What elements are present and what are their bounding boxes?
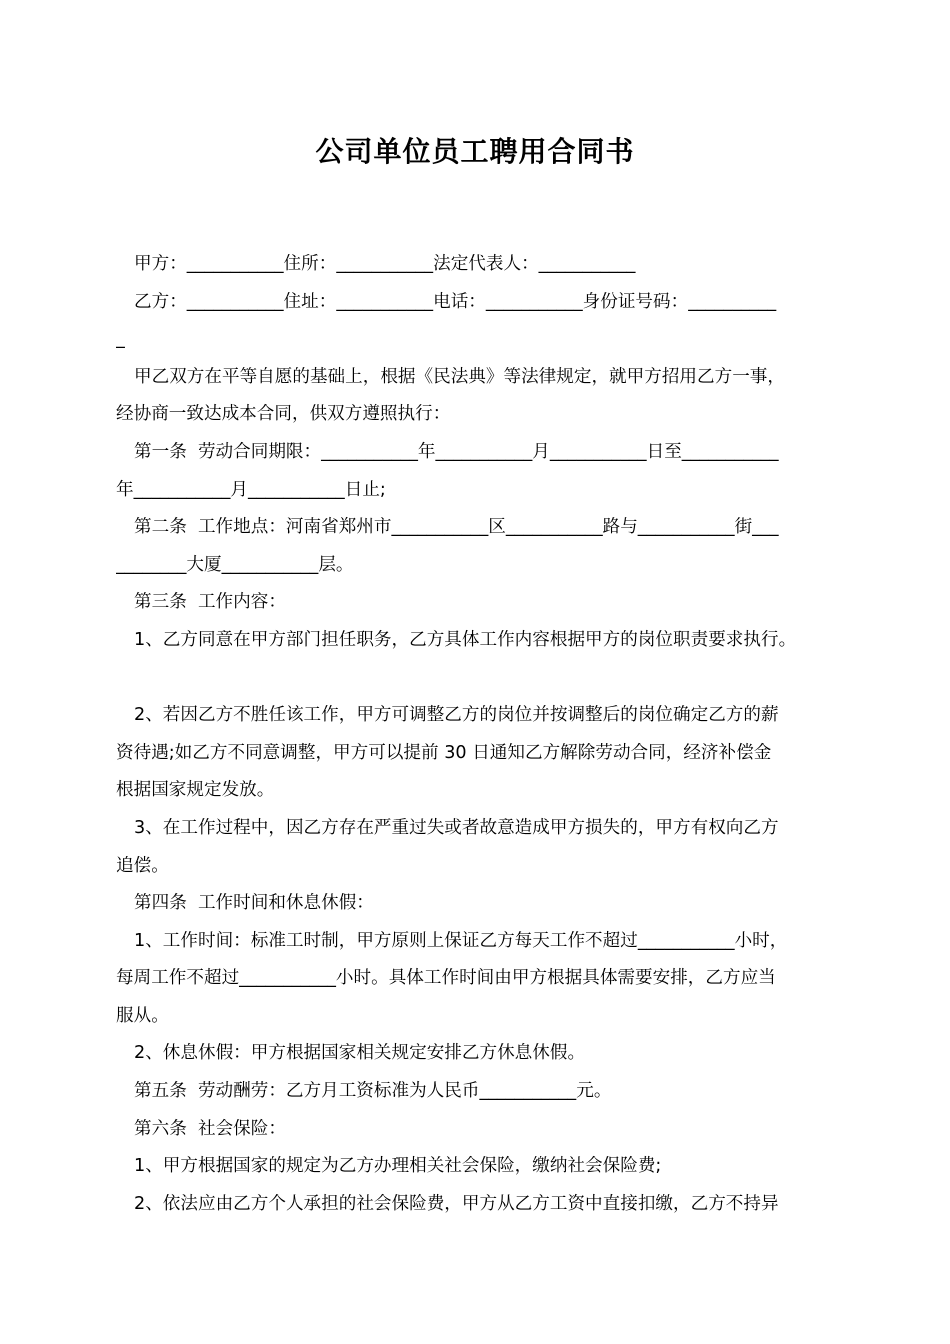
article-6-item-2: 2、依法应由乙方个人承担的社会保险费，甲方从乙方工资中直接扣缴，乙方不持异 — [134, 1193, 779, 1214]
article-6-item-1: 1、甲方根据国家的规定为乙方办理相关社会保险，缴纳社会保险费; — [134, 1156, 662, 1177]
article-3-item-3-line-1: 3、在工作过程中，因乙方存在严重过失或者故意造成甲方损失的，甲方有权向乙方 — [134, 817, 779, 838]
article-4-item-2: 2、休息休假：甲方根据国家相关规定安排乙方休息休假。 — [134, 1043, 586, 1064]
party-b-line: 乙方：___________住址：___________电话：___________身份证号码：__________ — [134, 291, 777, 312]
article-3-heading: 第三条 工作内容： — [134, 592, 286, 613]
article-6-heading: 第六条 社会保险： — [134, 1118, 286, 1139]
blank-line — [116, 660, 850, 698]
document-body — [116, 246, 850, 1223]
article-1-line-2: 年___________月___________日止; — [116, 479, 386, 500]
article-3-item-2-line-2: 资待遇;如乙方不同意调整，甲方可以提前 30 日通知乙方解除劳动合同，经济补偿金 — [116, 742, 772, 763]
article-3-item-1: 1、乙方同意在甲方部门担任职务，乙方具体工作内容根据甲方的岗位职责要求执行。 — [134, 629, 797, 650]
article-3-item-2-line-1: 2、若因乙方不胜任该工作，甲方可调整乙方的岗位并按调整后的岗位确定乙方的薪 — [134, 705, 779, 726]
party-a-line: 甲方：___________住所：___________法定代表人：___________ — [134, 254, 636, 274]
party-b-line-overflow: _ — [116, 329, 125, 350]
article-2-line-2: ________大厦___________层。 — [116, 554, 354, 575]
article-3-item-2-line-3: 根据国家规定发放。 — [116, 780, 275, 801]
document-title: 公司单位员工聘用合同书 — [315, 135, 635, 168]
article-4-item-1-line-3: 服从。 — [116, 1005, 169, 1026]
article-1-line-1: 第一条 劳动合同期限：___________年___________月___________日至___________ — [134, 441, 779, 462]
preamble-line-2: 经协商一致达成本合同，供双方遵照执行： — [116, 404, 451, 425]
preamble-line-1: 甲乙双方在平等自愿的基础上，根据《民法典》等法律规定，就甲方招用乙方一事， — [134, 366, 785, 387]
article-3-item-3-line-2: 追偿。 — [116, 855, 169, 876]
article-4-item-1-line-2: 每周工作不超过___________小时。具体工作时间由甲方根据具体需要安排，乙方应当 — [116, 968, 776, 989]
article-5-line: 第五条 劳动酬劳：乙方月工资标准为人民币___________元。 — [134, 1081, 612, 1102]
article-4-heading: 第四条 工作时间和休息休假： — [134, 893, 374, 914]
article-4-item-1-line-1: 1、工作时间：标准工时制，甲方原则上保证乙方每天工作不超过___________小时， — [134, 930, 788, 951]
article-2-line-1: 第二条 工作地点：河南省郑州市___________区___________路与___________街___ — [134, 517, 779, 538]
